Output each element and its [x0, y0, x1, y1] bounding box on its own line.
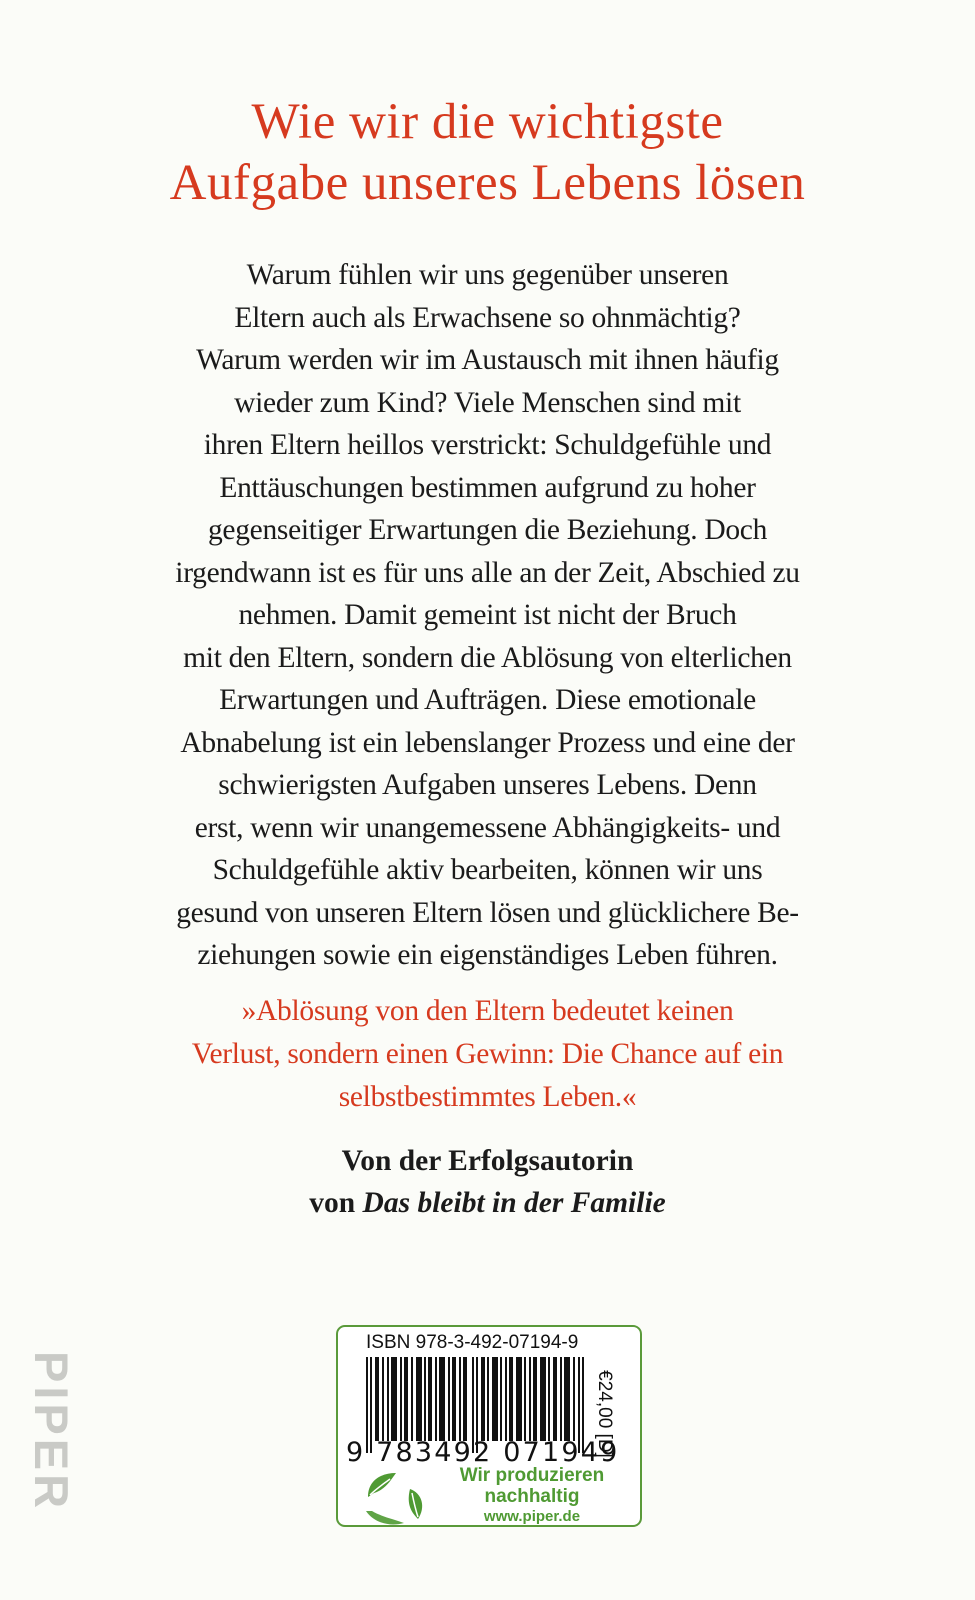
quote-line: »Ablösung von den Eltern bedeutet keinen — [241, 995, 734, 1027]
sustainability-note — [434, 1465, 630, 1526]
author-credit-line-2 — [0, 1182, 975, 1224]
blurb-line: Enttäuschungen bestimmen aufgrund zu hoher — [219, 471, 756, 504]
publisher-logo — [26, 1336, 78, 1526]
author-credit — [0, 1140, 975, 1224]
blurb-line: ihren Eltern heillos verstrickt: Schuldgefühle und — [203, 429, 772, 461]
barcode-panel — [336, 1325, 642, 1527]
quote-line: Verlust, sondern einen Gewinn: Die Chance auf ein — [191, 1038, 784, 1070]
blurb-line: erst, wenn wir unangemessene Abhängigkeits- und — [194, 811, 781, 844]
blurb-line: nehmen. Damit gemeint ist nicht der Bruch — [238, 599, 737, 631]
blurb-line: Erwartungen und Aufträgen. Diese emotionale — [219, 684, 756, 716]
blurb-line: Warum fühlen wir uns gegenüber unseren — [246, 259, 729, 291]
price: €24,00 [D] — [594, 1370, 616, 1458]
blurb-line: mit den Eltern, sondern die Ablösung von elterlichen — [183, 641, 792, 674]
author-credit-prefix: von — [309, 1187, 363, 1219]
eco-line-1: Wir produzieren — [459, 1465, 605, 1486]
blurb-line: ziehungen sowie ein eigenständiges Leben führen. — [197, 939, 778, 971]
isbn-label: ISBN 978-3-492-07194-9 — [366, 1332, 579, 1353]
previous-book-title: Das bleibt in der Familie — [362, 1187, 666, 1219]
headline — [0, 92, 975, 214]
price-tag — [584, 1359, 624, 1469]
ean-digits: 9 783492 071949 — [346, 1437, 620, 1468]
blurb-line: irgendwann ist es für uns alle an der Zeit, Abschied zu — [175, 556, 800, 589]
pull-quote — [0, 990, 975, 1119]
publisher-url: www.piper.de — [483, 1508, 581, 1525]
headline-line-2: Aufgabe unseres Lebens lösen — [169, 155, 806, 211]
author-credit-line-1: Von der Erfolgsautorin — [341, 1145, 634, 1177]
eco-line-2: nachhaltig — [484, 1486, 580, 1507]
blurb-line: gegenseitiger Erwartungen die Beziehung. Doch — [207, 514, 768, 546]
blurb-text — [0, 254, 975, 977]
quote-line: selbstbestimmtes Leben.« — [338, 1081, 637, 1113]
blurb-line: Eltern auch als Erwachsene so ohnmächtig? — [234, 301, 741, 334]
blurb-line: schwierigsten Aufgaben unseres Lebens. Denn — [218, 769, 757, 801]
blurb-line: gesund von unseren Eltern lösen und glücklichere Be- — [176, 896, 799, 929]
blurb-line: Abnabelung ist ein lebenslanger Prozess und eine der — [180, 726, 795, 759]
blurb-line: Schuldgefühle aktiv bearbeiten, können wir uns — [212, 854, 763, 886]
recycle-leaf-icon — [360, 1467, 432, 1529]
publisher-name: PIPER — [25, 1350, 79, 1512]
blurb-line: Warum werden wir im Austausch mit ihnen häufig — [196, 344, 779, 376]
blurb-line: wieder zum Kind? Viele Menschen sind mit — [234, 386, 741, 419]
headline-line-1: Wie wir die wichtigste — [251, 94, 724, 150]
